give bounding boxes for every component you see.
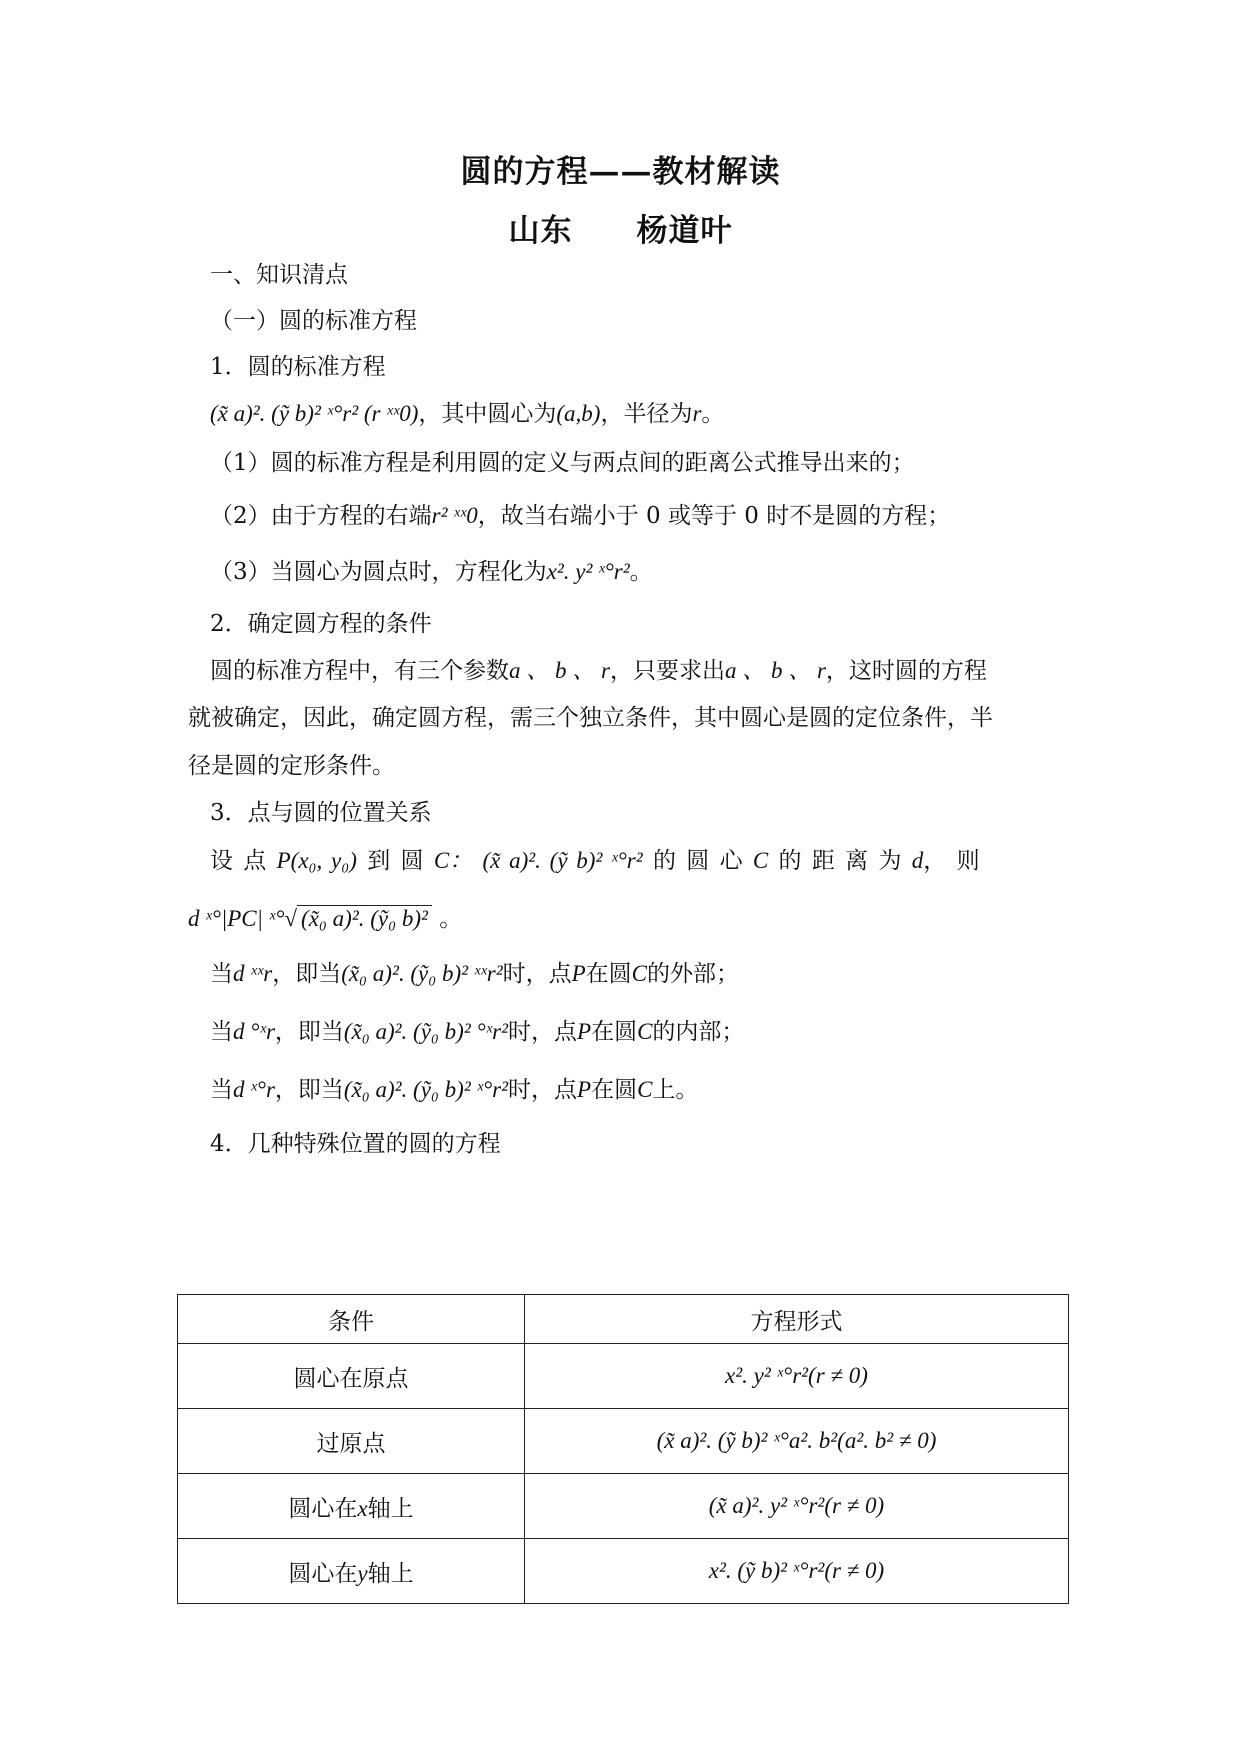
point-var: P [571,961,586,986]
distance-lhs: d ˣ°|PC| ˣ° [188,906,285,931]
note-2-text-a: （2）由于方程的右端 [210,503,432,529]
radius-text: ，半径为 [600,401,693,427]
table-cell-condition: 圆心在原点 [178,1344,525,1409]
condition-equation: (x̃₀ a)². (ỹ₀ b)² ˣ°r² [343,1077,509,1102]
paragraph-line: 径是圆的定形条件。 [188,753,395,779]
document-title: 圆的方程——教材解读 [460,154,781,190]
distance-setup-line [210,847,980,876]
note-2-math: r² ˣˣ0 [431,503,478,528]
distance-radicand: (x̃₀ a)². (ỹ₀ b)² [297,905,432,931]
circle-label: C： [433,848,473,873]
radical-sign: √ [284,906,298,931]
table-cell-equation: (x̃ a)². y² ˣ°r²(r ≠ 0) [525,1474,1069,1539]
note-3-text-b: 。 [629,559,653,585]
paragraph-text: 圆的标准方程中，有三个参数 [210,658,509,684]
note-2-text-b: ，故当右端小于 0 或等于 0 时不是圆的方程； [477,503,951,529]
paragraph-text: ， 则 [923,848,980,874]
axis-var: y [357,1560,368,1586]
condition-equation: (x̃₀ a)². (ỹ₀ b)² °ˣr² [343,1019,509,1044]
table-cell-equation: x². (ỹ b)² ˣ°r²(r ≠ 0) [525,1539,1069,1604]
table-header-cell: 条件 [178,1295,525,1344]
relation: d °ˣr [233,1019,275,1044]
paragraph-text: 时，点 [508,1077,578,1103]
section-heading: 一、知识清点 [210,262,348,288]
paragraph-text: 时，点 [502,961,572,987]
paragraph-text: ，即当 [274,1077,344,1103]
sentence-end: 。 [701,401,725,427]
condition-text: 轴上 [367,1560,414,1587]
outside-condition [210,960,739,989]
point-p: P(x₀, y₀) [276,848,357,873]
center-coordinates: (a,b) [556,401,601,426]
distance-formula [188,905,462,934]
center-var: C [752,848,769,873]
inside-condition [210,1018,744,1047]
parameter-list: a 、 b 、 r [509,658,610,683]
table-header-row [178,1295,1069,1344]
item-heading: 3．点与圆的位置关系 [210,800,432,826]
item-heading: 1．圆的标准方程 [210,354,386,380]
table-cell-equation: x². y² ˣ°r²(r ≠ 0) [525,1344,1069,1409]
distance-var: d [911,848,924,873]
paragraph-text: 时，点 [508,1019,578,1045]
standard-equation-line [210,400,724,429]
table-row [178,1474,1069,1539]
relation: d ˣˣr [233,961,273,986]
point-var: P [577,1019,592,1044]
note-3 [210,558,653,587]
item-heading: 2．确定圆方程的条件 [210,611,432,637]
paragraph-text: 在圆 [591,1077,638,1103]
condition-equation: (x̃₀ a)². (ỹ₀ b)² ˣˣr² [341,961,503,986]
condition-text: 轴上 [367,1495,414,1522]
table-cell-condition [178,1539,525,1604]
circle-var: C [637,1019,653,1044]
table-row [178,1539,1069,1604]
circle-equation: (x̃ a)². (ỹ b)² ˣ°r² [482,848,643,873]
paragraph-text: 当 [210,1019,233,1045]
paragraph-text: 的 圆 心 [652,848,743,874]
paragraph-text: 在圆 [591,1019,638,1045]
note-2 [210,502,950,531]
sentence-end: 。 [439,906,463,932]
paragraph-text: 的外部； [647,961,740,987]
paragraph-line: 就被确定，因此，确定圆方程，需三个独立条件，其中圆心是圆的定位条件，半 [188,705,993,731]
paragraph-text: 在圆 [585,961,632,987]
point-var: P [577,1077,592,1102]
condition-text: 圆心在 [288,1560,358,1587]
paragraph-text: 设 点 [210,848,267,874]
radius-var: r [692,401,702,426]
axis-var: x [357,1495,368,1521]
paragraph-text: 的内部； [652,1019,745,1045]
parameter-list: a 、 b 、 r [724,658,826,683]
note-3-math: x². y² ˣ°r² [546,559,630,584]
paragraph-text: 上。 [652,1077,699,1103]
table-cell-condition [178,1474,525,1539]
paragraph-text: 当 [210,961,233,987]
paragraph-text: ，这时圆的方程 [825,658,987,684]
table-cell-equation: (x̃ a)². (ỹ b)² ˣ°a². b²(a². b² ≠ 0) [525,1409,1069,1474]
on-circle-condition [210,1076,698,1105]
relation: d ˣ°r [233,1077,275,1102]
paragraph-line [210,657,987,686]
paragraph-text: 当 [210,1077,233,1103]
table-row [178,1344,1069,1409]
paragraph-text: 到 圆 [367,848,424,874]
circle-var: C [631,961,648,986]
table-row [178,1409,1069,1474]
subsection-heading: （一）圆的标准方程 [210,308,417,334]
table-header-cell: 方程形式 [525,1295,1069,1344]
author-line: 山东 杨道叶 [508,213,733,249]
note-1: （1）圆的标准方程是利用圆的定义与两点间的距离公式推导出来的； [210,450,915,476]
paragraph-text: ，只要求出 [609,658,725,684]
paragraph-text: ，即当 [274,1019,344,1045]
table-cell-condition: 过原点 [178,1409,525,1474]
paragraph-text: 的 距 离 为 [778,848,902,874]
standard-equation: (x̃ a)². (ỹ b)² ˣ°r² (r ˣˣ0) [210,401,419,426]
item-heading: 4．几种特殊位置的圆的方程 [210,1131,501,1157]
circle-var: C [637,1077,653,1102]
equation-tail-text: ，其中圆心为 [418,401,557,427]
paragraph-text: ，即当 [272,961,342,987]
note-3-text-a: （3）当圆心为圆点时，方程化为 [210,559,547,585]
condition-text: 圆心在 [288,1495,358,1522]
special-circle-table [177,1294,1069,1604]
